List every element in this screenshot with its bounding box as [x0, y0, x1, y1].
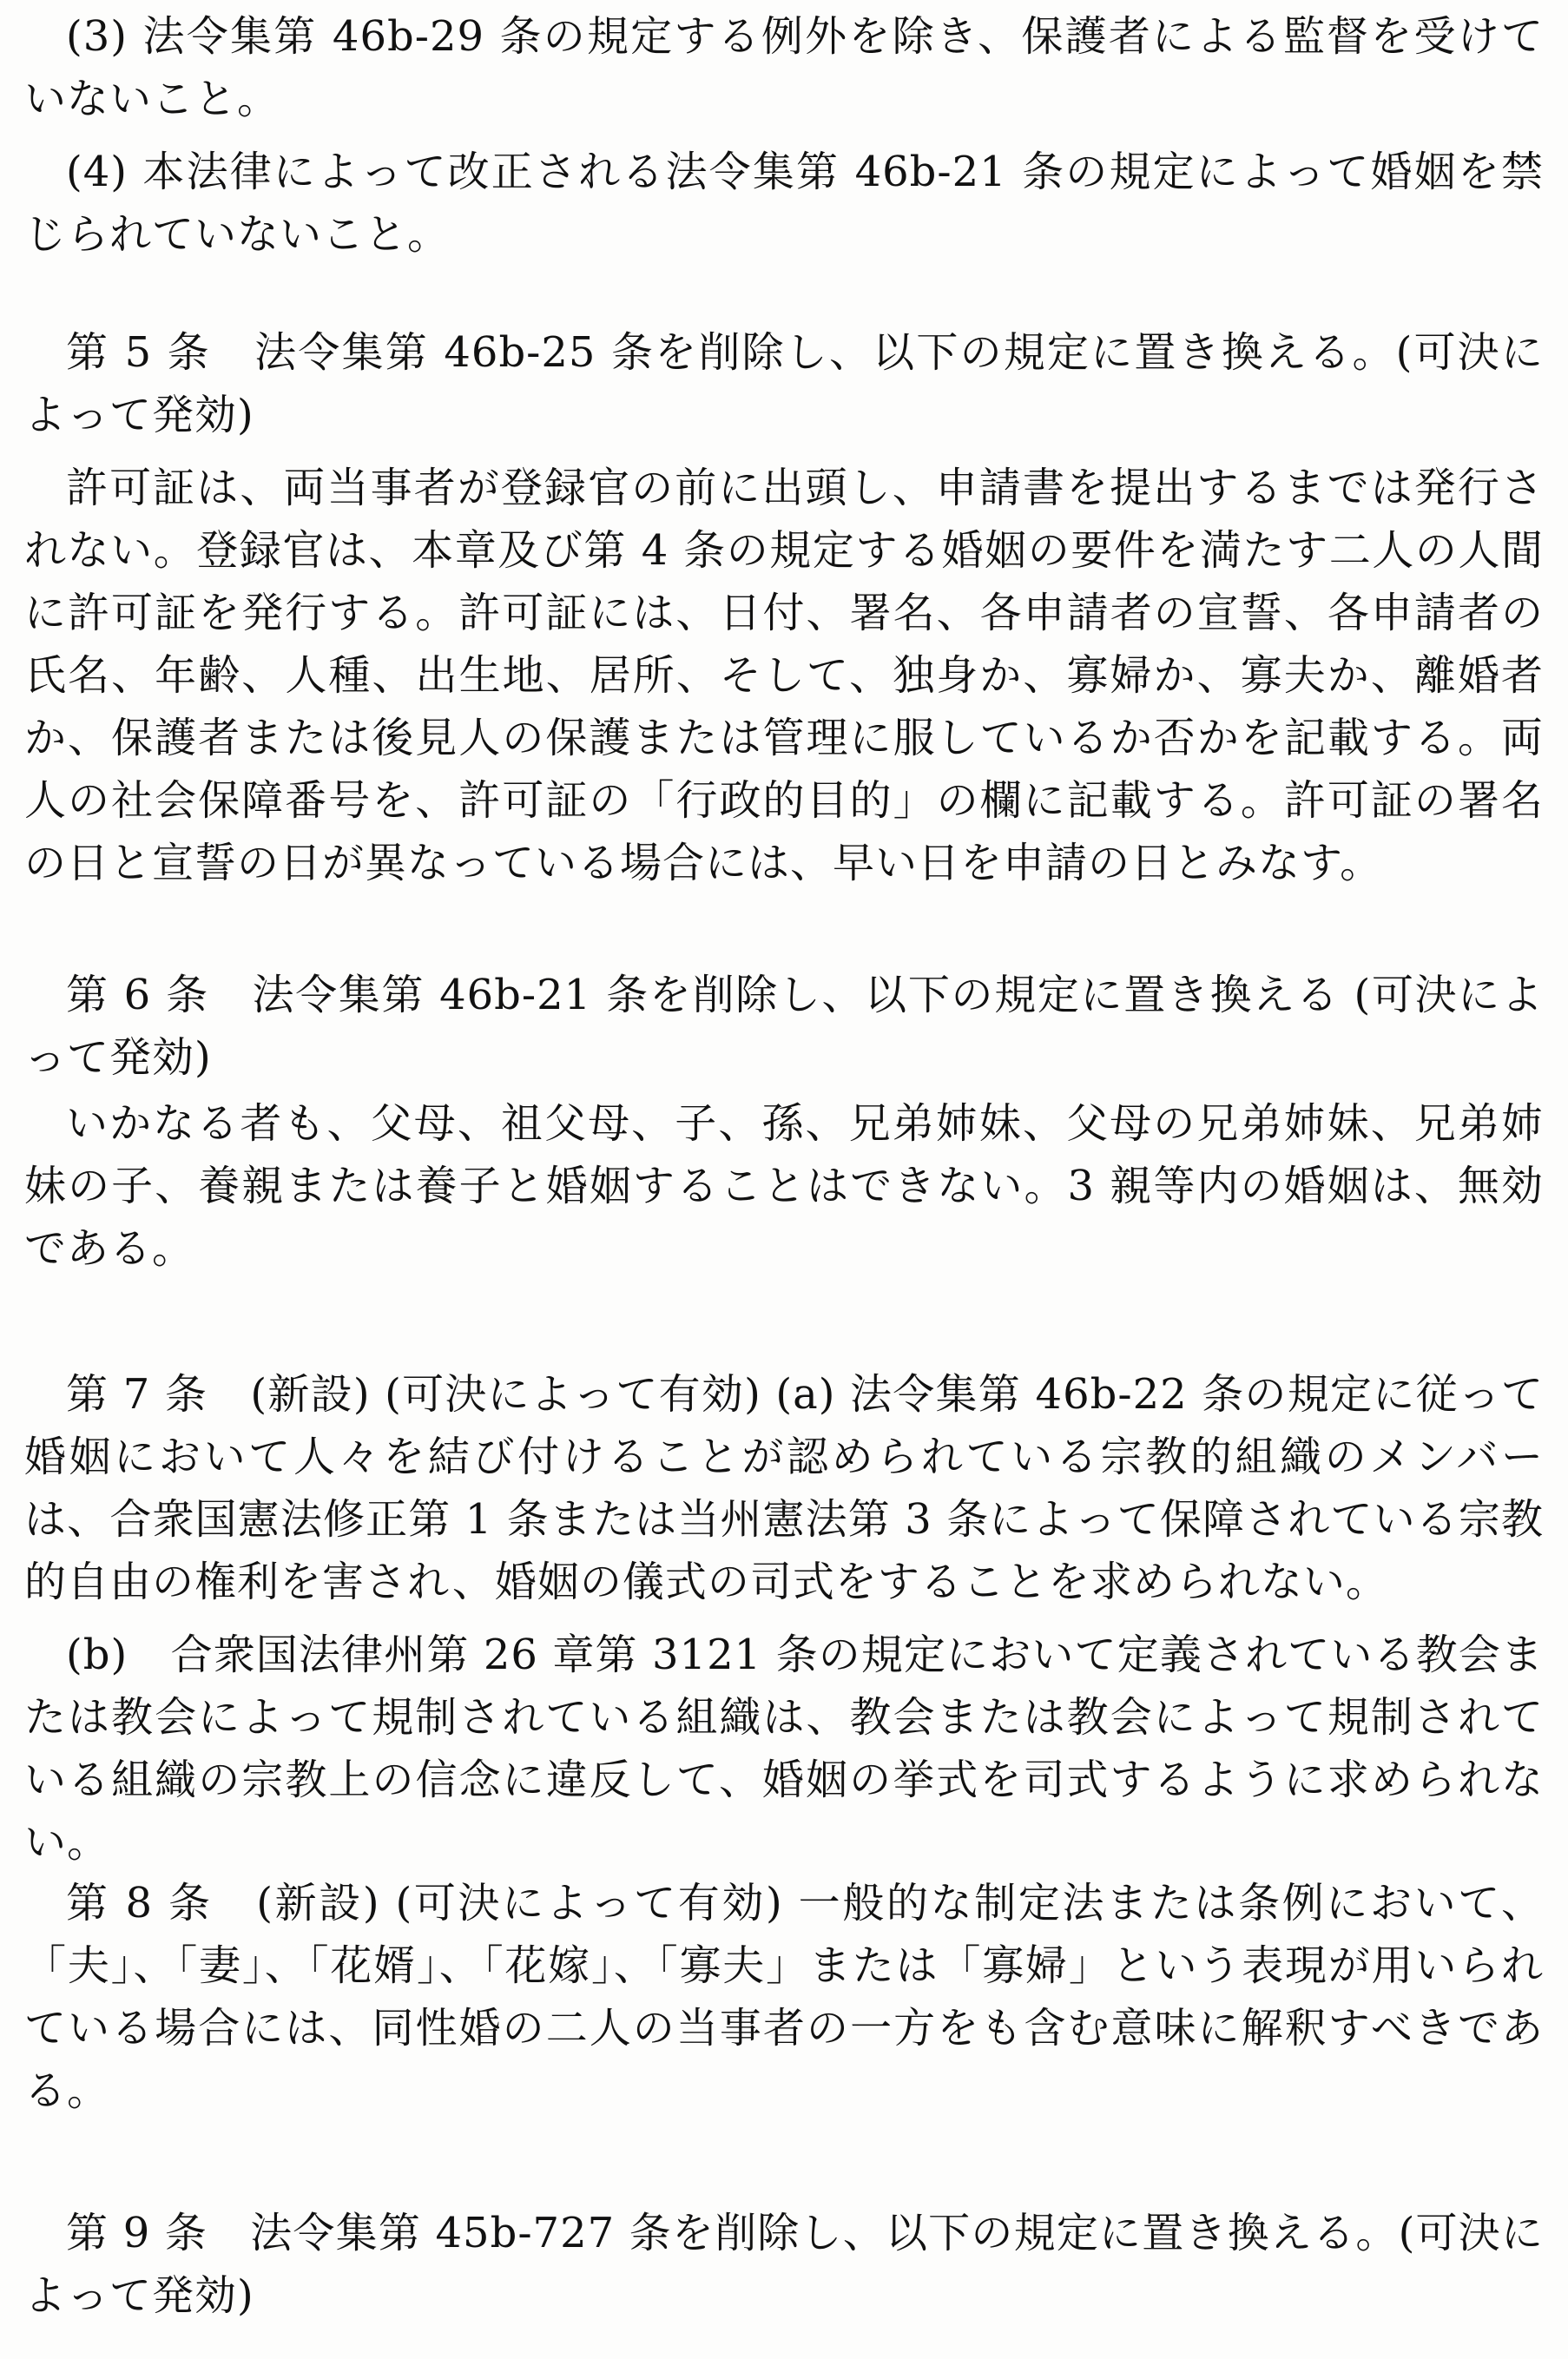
- clause-3-paragraph: (3) 法令集第 46b-29 条の規定する例外を除き、保護者による監督を受けていないこと。: [24, 12, 1544, 123]
- article-7-paragraph-b: (b) 合衆国法律州第 26 章第 3121 条の規定において定義されている教会または教会によって規制されている組織は、教会または教会によって規制されている組織の宗教上の信念に違反して、婚姻の挙式を司式するように求められない。: [24, 1631, 1544, 1867]
- article-6-body: いかなる者も、父母、祖父母、子、孫、兄弟姉妹、父母の兄弟姉妹、兄弟姉妹の子、養親または養子と婚姻することはできない。3 親等内の婚姻は、無効である。: [24, 1099, 1544, 1273]
- article-5-body: 許可証は、両当事者が登録官の前に出頭し、申請書を提出するまでは発行されない。登録官は、本章及び第 4 条の規定する婚姻の要件を満たす二人の人間に許可証を発行する。許可証には、日付、署名、各申請者の宣誓、各申請者の氏名、年齢、人種、出生地、居所、そして、独身か、寡婦か、寡夫か、離婚者か、保護者または後見人の保護または管理に服しているか否かを記載する。両人の社会保障番号を、許可証の「行政的目的」の欄に記載する。許可証の署名の日と宣誓の日が異なっている場合には、早い日を申請の日とみなす。: [24, 464, 1544, 887]
- article-8-paragraph: 第 8 条 (新設) (可決によって有効) 一般的な制定法または条例において、「夫」、「妻」、「花婿」、「花嫁」、「寡夫」または「寡婦」という表現が用いられている場合には、同性婚の二人の当事者の一方をも含む意味に解釈すべきである。: [24, 1879, 1544, 2115]
- clause-4-paragraph: (4) 本法律によって改正される法令集第 46b-21 条の規定によって婚姻を禁じられていないこと。: [24, 148, 1544, 259]
- article-9-heading: 第 9 条 法令集第 45b-727 条を削除し、以下の規定に置き換える。(可決によって発効): [24, 2209, 1544, 2320]
- article-6-heading: 第 6 条 法令集第 46b-21 条を削除し、以下の規定に置き換える (可決によって発効): [24, 971, 1544, 1082]
- article-5-heading: 第 5 条 法令集第 46b-25 条を削除し、以下の規定に置き換える。(可決によって発効): [24, 328, 1544, 439]
- article-7-paragraph-a: 第 7 条 (新設) (可決によって有効) (a) 法令集第 46b-22 条の規定に従って婚姻において人々を結び付けることが認められている宗教的組織のメンバーは、合衆国憲法修正第 1 条または当州憲法第 3 条によって保障されている宗教的自由の権利を害され、婚姻の儀式の司式をすることを求められない。: [24, 1370, 1544, 1606]
